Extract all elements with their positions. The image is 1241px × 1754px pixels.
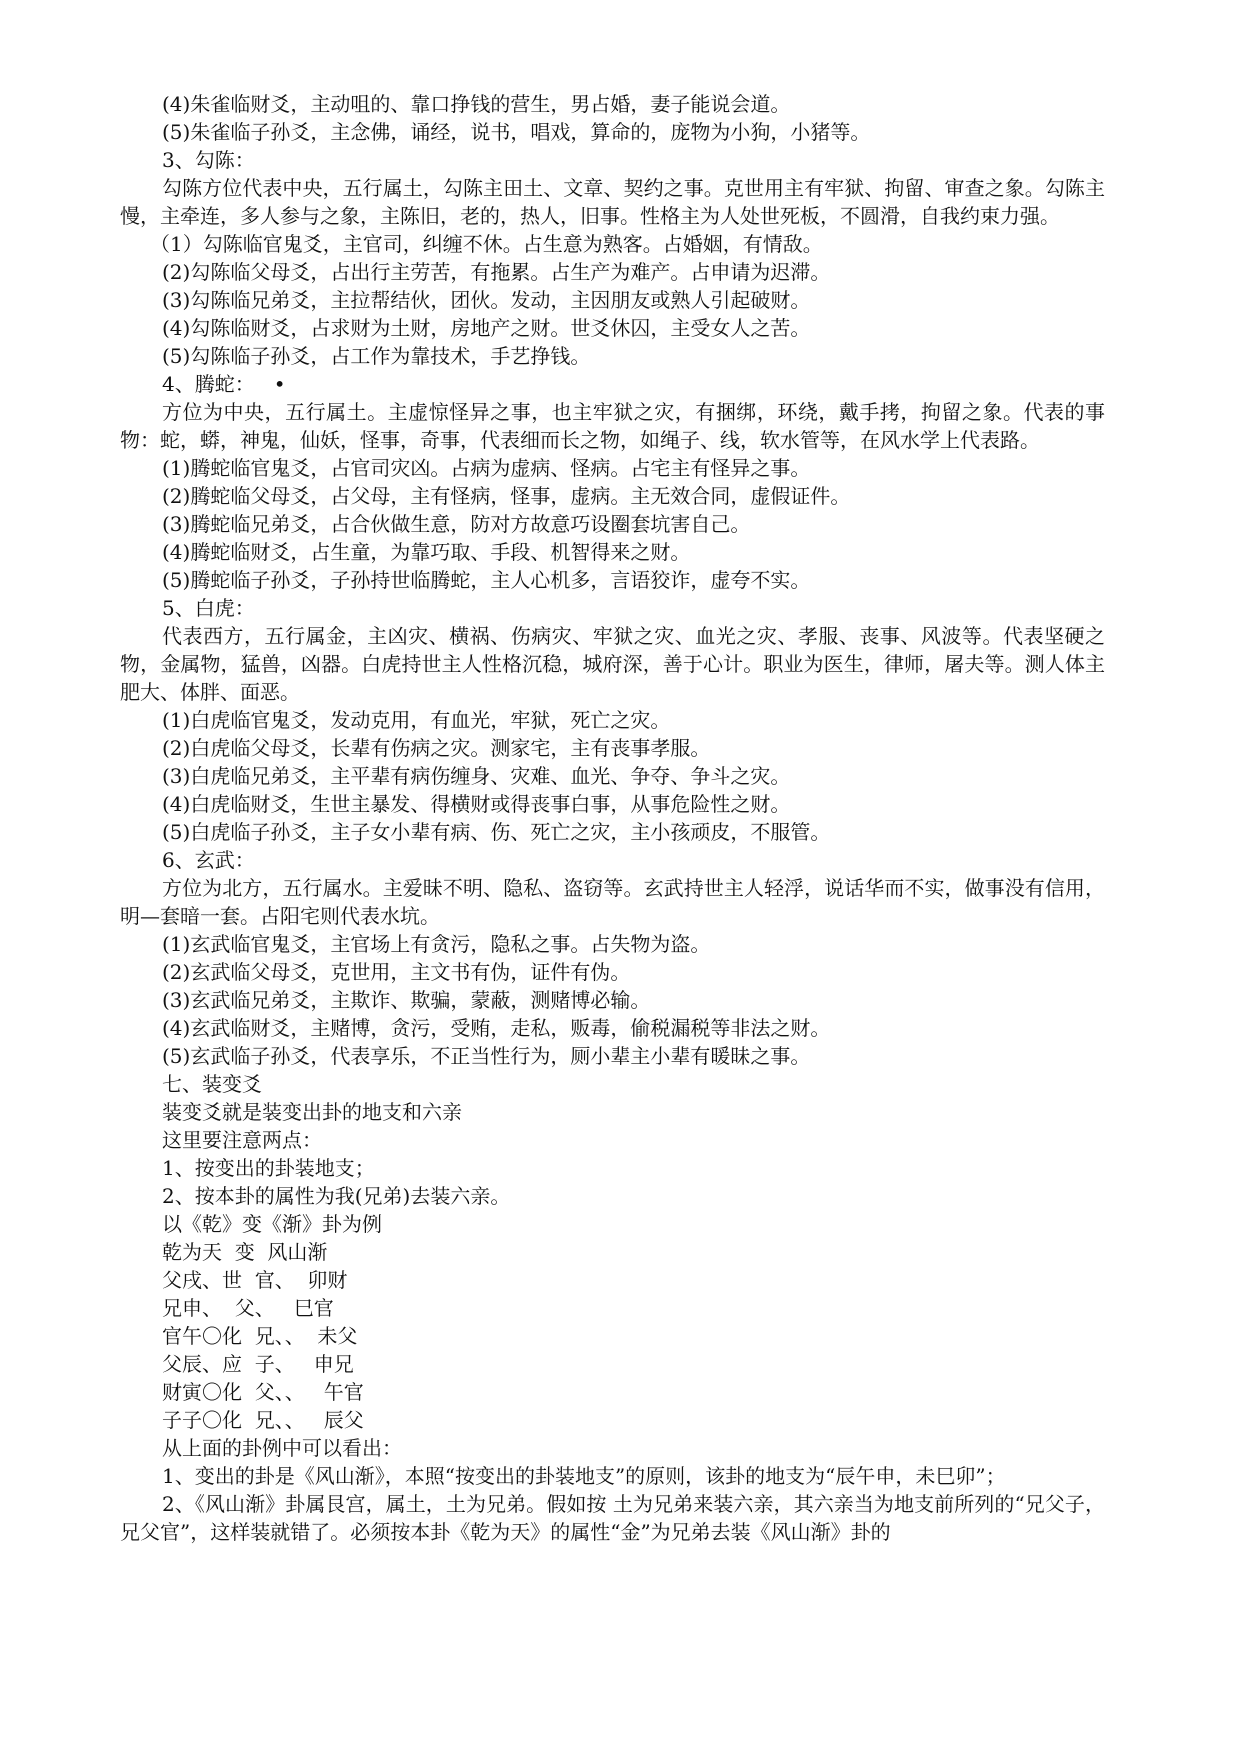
text-line: 兄申、 父、 巳官 <box>162 1296 334 1320</box>
text-line: 父辰、应 子、 申兄 <box>162 1352 354 1376</box>
text-line: 父戌、世 官、 卯财 <box>162 1268 348 1292</box>
text-line: (5)勾陈临子孙爻，占工作为靠技术，手艺挣钱。 <box>162 344 591 368</box>
text-line: (2)勾陈临父母爻，占出行主劳苦，有拖累。占生产为难产。占申请为迟滞。 <box>162 260 831 284</box>
text-line: (3)玄武临兄弟爻，主欺诈、欺骗，蒙蔽，测赌博必输。 <box>162 988 651 1012</box>
text-line: (2)白虎临父母爻，长辈有伤病之灾。测家宅，主有丧事孝服。 <box>162 736 711 760</box>
text-line: 官午〇化 兄、、 未父 <box>162 1324 358 1348</box>
text-line: (5)朱雀临子孙爻，主念佛，诵经，说书，唱戏，算命的，庞物为小狗，小猪等。 <box>162 120 871 144</box>
text-line: 5、白虎： <box>162 596 255 620</box>
paragraph: 方位为北方，五行属水。主爱昧不明、隐私、盗窃等。玄武持世主人轻浮，说话华而不实，做事没有信用，明—套暗一套。占阳宅则代表水坑。 <box>120 876 1105 928</box>
text-line: 6、玄武： <box>162 848 255 872</box>
text-line: (4)勾陈临财爻，占求财为土财，房地产之财。世爻休囚，主受女人之苦。 <box>162 316 811 340</box>
text-line: 装变爻就是装变出卦的地支和六亲 <box>162 1100 462 1124</box>
paragraph: 方位为中央，五行属土。主虚惊怪异之事，也主牢狱之灾，有捆绑，环绕，戴手拷，拘留之象。代表的事物：蛇，蟒，神鬼，仙妖，怪事，奇事，代表细而长之物，如绳子、线，软水管等，在风水学上代表路。 <box>120 400 1105 452</box>
paragraph: 代表西方，五行属金，主凶灾、横祸、伤病灾、牢狱之灾、血光之灾、孝服、丧事、风波等。代表坚硬之物，金属物，猛兽，凶器。白虎持世主人性格沉稳，城府深，善于心计。职业为医生，律师，屠夫等。测人体主肥大、体胖、面恶。 <box>120 624 1105 704</box>
text-line: 2、按本卦的属性为我(兄弟)去装六亲。 <box>162 1184 511 1208</box>
text-line: (1)腾蛇临官鬼爻，占官司灾凶。占病为虚病、怪病。占宅主有怪异之事。 <box>162 456 811 480</box>
text-line: 3、勾陈： <box>162 148 255 172</box>
text-line: (1)玄武临官鬼爻，主官场上有贪污，隐私之事。占失物为盗。 <box>162 932 711 956</box>
text-line: 1、按变出的卦装地支； <box>162 1156 375 1180</box>
text-line: (5)玄武临子孙爻，代表享乐，不正当性行为，厕小辈主小辈有暖昧之事。 <box>162 1044 811 1068</box>
text-line: 子子〇化 兄、、 辰父 <box>162 1408 364 1432</box>
text-line: (3)勾陈临兄弟爻，主拉帮结伙，团伙。发动，主因朋友或熟人引起破财。 <box>162 288 811 312</box>
text-line: 乾为天 变 风山渐 <box>162 1240 328 1264</box>
text-line: (2)玄武临父母爻，克世用，主文书有伪，证件有伪。 <box>162 960 631 984</box>
text-line: 以《乾》变《渐》卦为例 <box>162 1212 382 1236</box>
text-line: (3)腾蛇临兄弟爻，占合伙做生意，防对方故意巧设圈套坑害自己。 <box>162 512 751 536</box>
paragraph: 2、《风山渐》卦属艮宫，属土，土为兄弟。假如按 土为兄弟来装六亲，其六亲当为地支前所列的“兄父子，兄父官”，这样装就错了。必须按本卦《乾为天》的属性“金”为兄弟去装《风山渐》卦的 <box>120 1492 1105 1544</box>
text-line: (4)腾蛇临财爻，占生童，为靠巧取、手段、机智得来之财。 <box>162 540 691 564</box>
text-line: (4)朱雀临财爻，主动咀的、靠口挣钱的营生，男占婚，妻子能说会道。 <box>162 92 791 116</box>
text-line: (4)玄武临财爻，主赌博，贪污，受贿，走私，贩毒，偷税漏税等非法之财。 <box>162 1016 831 1040</box>
text-line: (5)腾蛇临子孙爻，子孙持世临腾蛇，主人心机多，言语狡诈，虚夸不实。 <box>162 568 811 592</box>
text-line: (1)白虎临官鬼爻，发动克用，有血光，牢狱，死亡之灾。 <box>162 708 671 732</box>
text-line: 这里要注意两点： <box>162 1128 322 1152</box>
paragraph: 1、变出的卦是《风山渐》，本照“按变出的卦装地支”的原则，该卦的地支为“辰午申，未巳卯”； <box>162 1464 1006 1488</box>
text-line: 七、装变爻 <box>162 1072 262 1096</box>
text-line: （1）勾陈临官鬼爻，主官司，纠缠不休。占生意为熟客。占婚姻，有情敌。 <box>150 232 823 256</box>
text-line: (3)白虎临兄弟爻，主平辈有病伤缠身、灾难、血光、争夺、争斗之灾。 <box>162 764 791 788</box>
document-body <box>120 90 1105 1546</box>
text-line: 财寅〇化 父、、 午官 <box>162 1380 364 1404</box>
text-line: (2)腾蛇临父母爻，占父母，主有怪病，怪事，虚病。主无效合同，虚假证件。 <box>162 484 851 508</box>
text-line: 从上面的卦例中可以看出： <box>162 1436 402 1460</box>
text-line: (4)白虎临财爻，生世主暴发、得横财或得丧事白事，从事危险性之财。 <box>162 792 791 816</box>
text-line: 4、腾蛇： • <box>162 372 286 396</box>
text-line: (5)白虎临子孙爻，主子女小辈有病、伤、死亡之灾，主小孩顽皮，不服管。 <box>162 820 831 844</box>
paragraph: 勾陈方位代表中央，五行属土，勾陈主田土、文章、契约之事。克世用主有牢狱、拘留、审查之象。勾陈主慢，主牵连，多人参与之象，主陈旧，老的，热人，旧事。性格主为人处世死板，不圆滑，自我约束力强。 <box>120 176 1105 228</box>
